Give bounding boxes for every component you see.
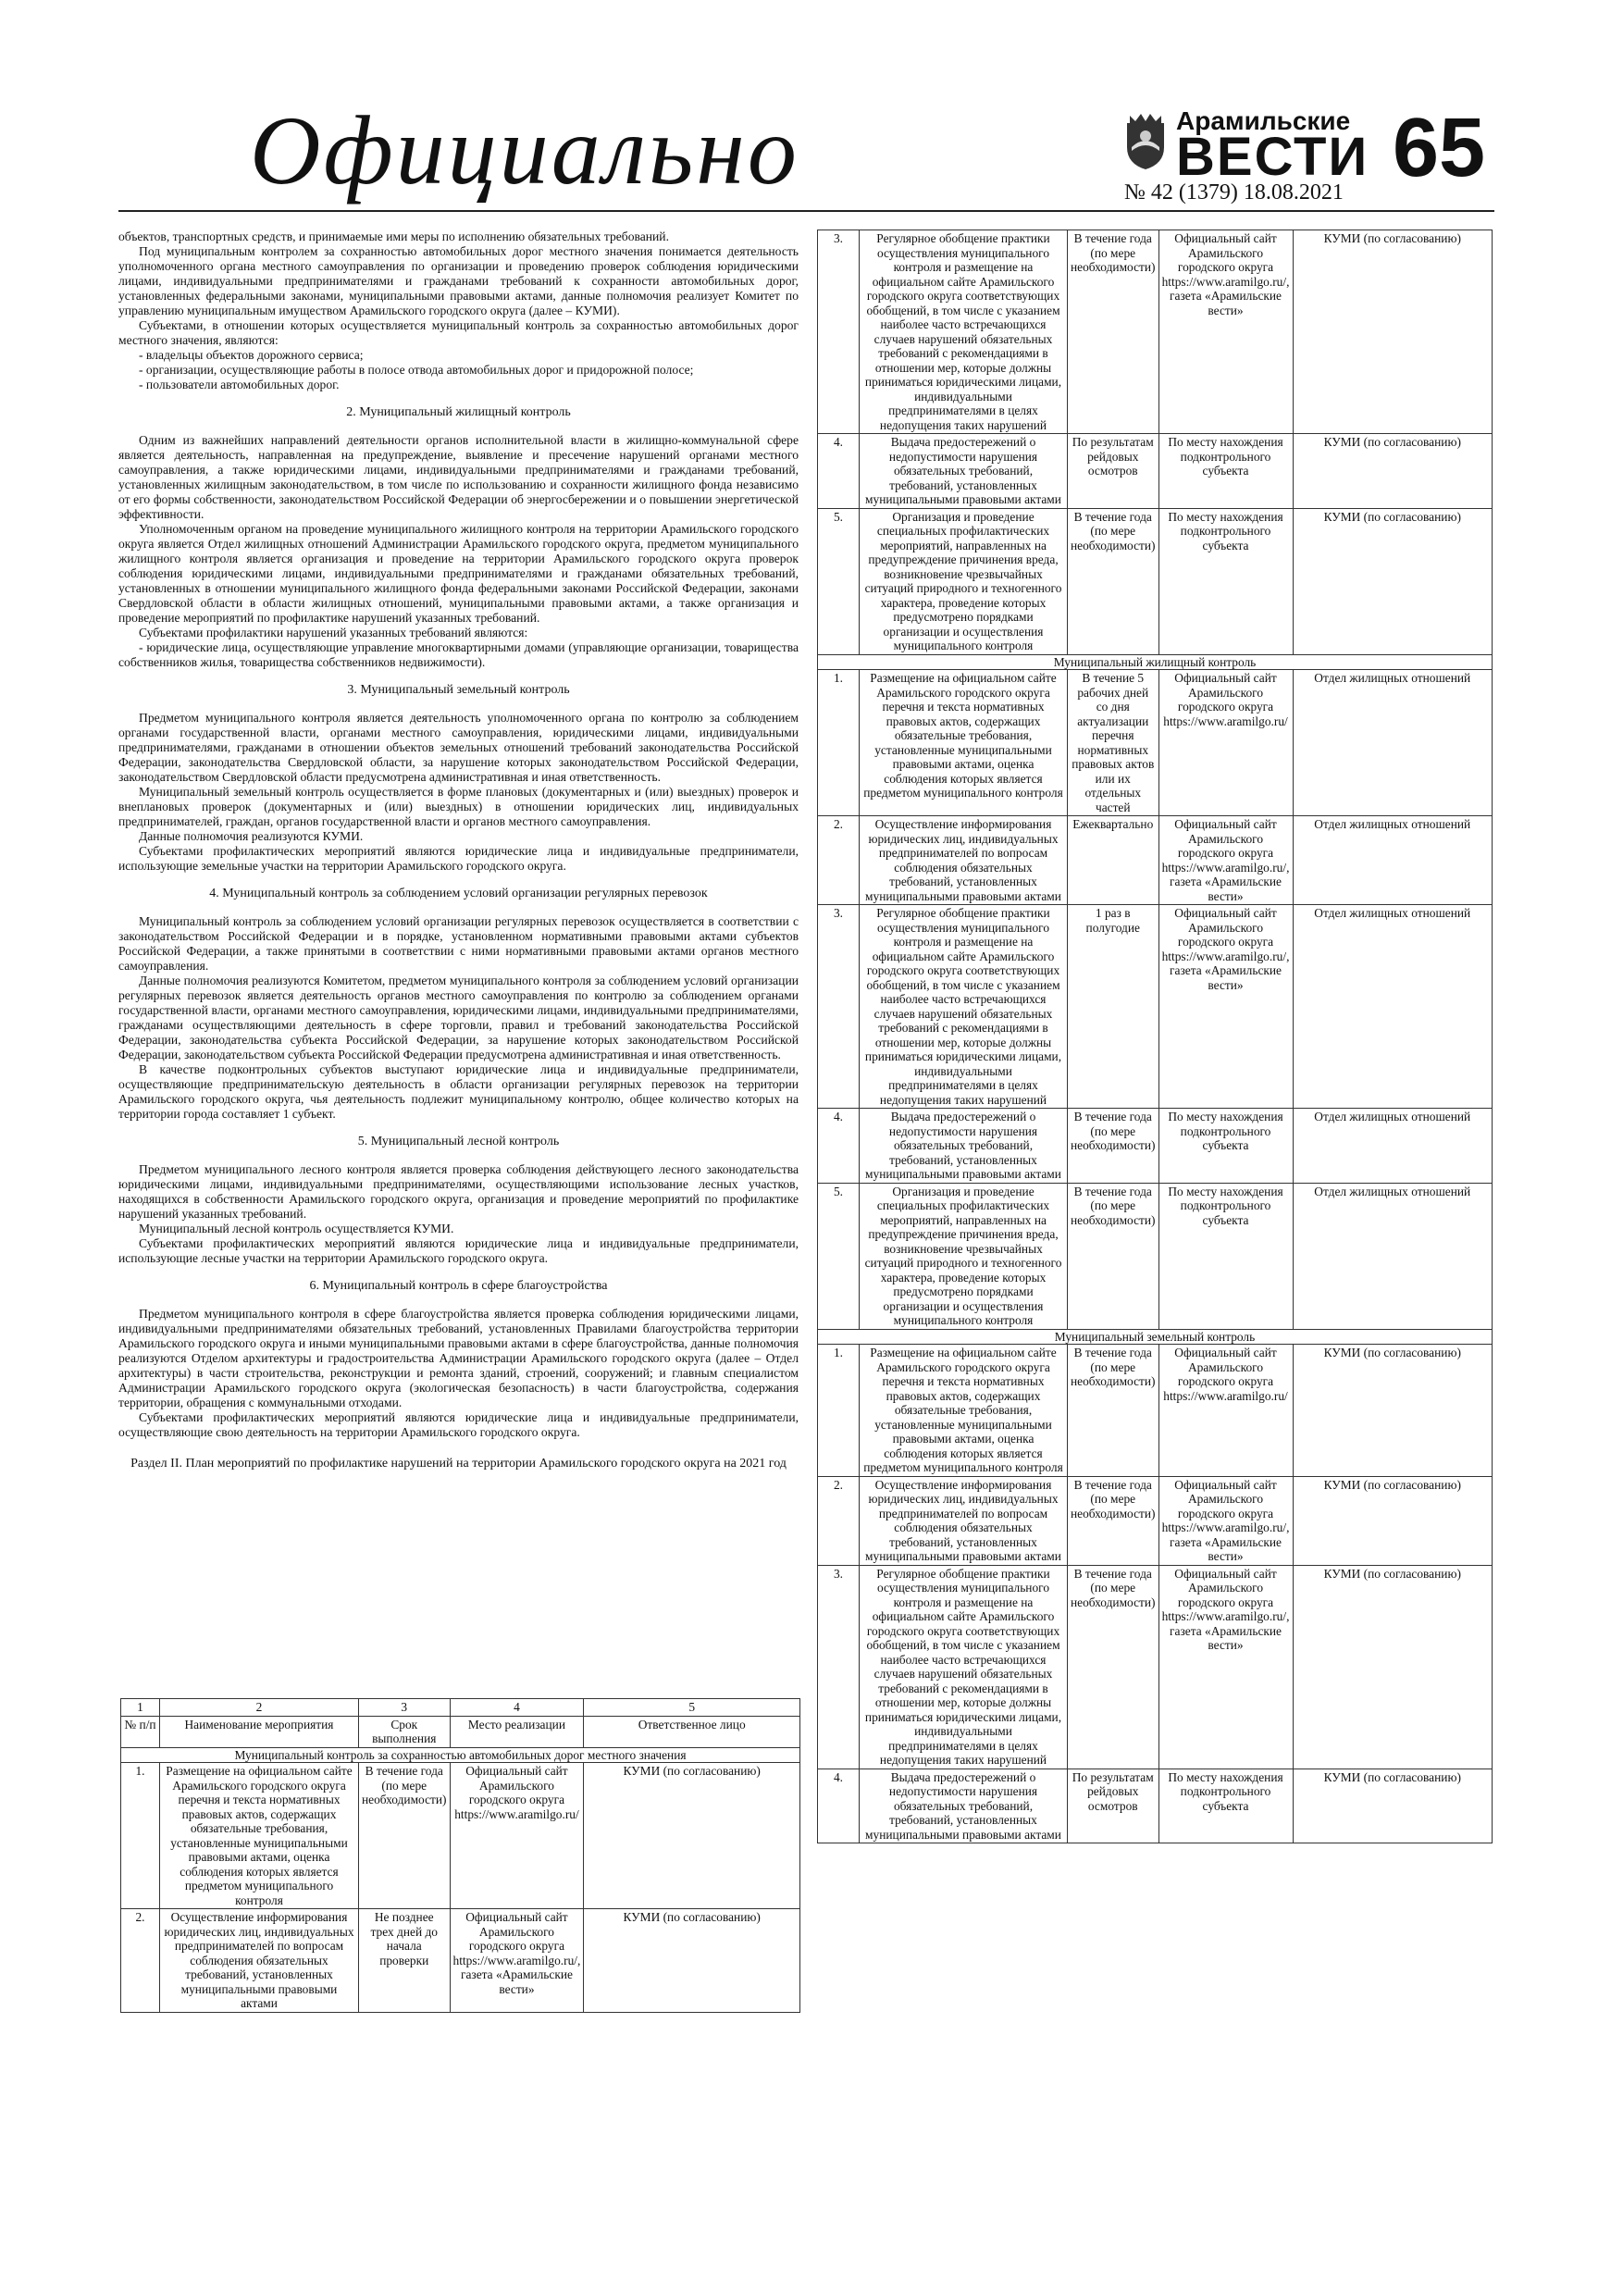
- activity-term: В течение года (по мере необходимости): [1068, 1565, 1159, 1769]
- section-title: Официально: [250, 96, 799, 205]
- paragraph: Субъектами профилактических мероприятий являются юридические лица и индивидуальные предприниматели, осуществляющие свою деятельность на территории Арамильского городского округа.: [118, 1410, 799, 1439]
- activity-term: В течение года (по мере необходимости): [359, 1763, 451, 1909]
- activity-name: Регулярное обобщение практики осуществления муниципального контроля и размещение на официальном сайте Арамильского городского округа соответствующих обобщений, в том числе с указанием наиболее часто встречающихся случаев нарушений обязательных требований с рекомендациями в отношении мер, которые должны приниматься юридическими лицами, индивидуальными предпринимателями в целях недопущения таких нарушений: [860, 230, 1068, 434]
- paragraph: Под муниципальным контролем за сохранностью автомобильных дорог местного значения понимается деятельность уполномоченного органа местного самоуправления по организации и проведению проверок соблюдения юридическими лицами, индивидуальными предпринимателями и гражданами требований к сохранности автомобильных дорог, установленных федеральными законами, муниципальными правовыми актами, данные полномочия реализует Комитет по управлению муниципальным имуществом Арамильского городского округа (далее – КУМИ).: [118, 244, 799, 317]
- activity-name: Размещение на официальном сайте Арамильского городского округа перечня и текста нормативных правовых актов, содержащих обязательные требования, установленные муниципальными правовыми актами, оценка соблюдения которых является предметом муниципального контроля: [860, 670, 1068, 816]
- issue-info: № 42 (1379) 18.08.2021: [1124, 180, 1344, 205]
- activity-place: По месту нахождения подконтрольного субъекта: [1158, 1769, 1293, 1843]
- activity-place: По месту нахождения подконтрольного субъекта: [1158, 1109, 1293, 1184]
- table-row: [818, 1345, 1493, 1477]
- activity-name: Выдача предостережений о недопустимости нарушения обязательных требований, требований, установленных муниципальными правовыми актами: [860, 1109, 1068, 1184]
- column-header: Наименование мероприятия: [160, 1716, 359, 1747]
- activity-place: Официальный сайт Арамильского городского округа https://www.aramilgo.ru/: [1158, 670, 1293, 816]
- paragraph: Субъектами профилактических мероприятий являются юридические лица и индивидуальные предприниматели, использующие лесные участки на территории Арамильского городского округа.: [118, 1236, 799, 1265]
- row-number: 4.: [818, 434, 860, 509]
- paragraph: Уполномоченным органом на проведение муниципального жилищного контроля на территории Арамильского городского округа является Отдел жилищных отношений Администрации Арамильского городского округа, предметом муниципального жилищного контроля является организация и проведение на территории Арамильского городского округа проверок соблюдения юридическими лицами, индивидуальными предпринимателями и гражданами обязательных требований, установленных в отношении муниципального жилищного фонда федеральными законами Российской Федерации, законами Свердловской области в области жилищных отношений, муниципальными правовыми актами, а также организация и проведение мероприятий по профилактике нарушений указанных требований.: [118, 522, 799, 625]
- activity-term: В течение года (по мере необходимости): [1068, 1183, 1159, 1329]
- activity-place: Официальный сайт Арамильского городского округа https://www.aramilgo.ru/, газета «Арамильские вести»: [1158, 905, 1293, 1109]
- activity-place: По месту нахождения подконтрольного субъекта: [1158, 434, 1293, 509]
- activity-term: В течение года (по мере необходимости): [1068, 1476, 1159, 1565]
- paragraph: объектов, транспортных средств, и принимаемые ими меры по исполнению обязательных требований.: [118, 230, 669, 243]
- column-header: Место реализации: [450, 1716, 584, 1747]
- row-number: 5.: [818, 508, 860, 654]
- coat-of-arms-icon: [1122, 110, 1169, 171]
- responsible-person: Отдел жилищных отношений: [1293, 1109, 1492, 1184]
- table-row: [818, 508, 1493, 654]
- paragraph: Муниципальный земельный контроль осуществляется в форме плановых (документарных и (или) выездных) проверок и внеплановых проверок (документарных и (или) выездных) в отношении юридических лиц, индивидуальных предпринимателей, граждан, органов государственной власти и органов местного самоуправления.: [118, 785, 799, 828]
- table-row: [121, 1909, 800, 2013]
- column-header: № п/п: [121, 1716, 160, 1747]
- table-row: [818, 434, 1493, 509]
- paragraph: Предметом муниципального контроля в сфере благоустройства является проверка соблюдения юридическими лицами, индивидуальными предпринимателями обязательных требований, установленных Правилами благоустройства территории Арамильского городского округа и иными муниципальными правовыми актами в сфере благоустройства, данные полномочия реализуются Отделом архитектуры и градостроительства Администрации Арамильского городского округа (далее – Отдел архитектуры) в части строительства, реконструкции и ремонта зданий, строений, сооружений; и главным специалистом Администрации Арамильского городского округа (экологическая безопасность) в части благоустройства, содержания территории, обращения с коммунальными отходами.: [118, 1307, 799, 1409]
- row-number: 5.: [818, 1183, 860, 1329]
- responsible-person: Отдел жилищных отношений: [1293, 670, 1492, 816]
- table-group-row: [818, 654, 1493, 670]
- table-row: [818, 230, 1493, 434]
- row-number: 2.: [818, 816, 860, 905]
- row-number: 1.: [818, 670, 860, 816]
- activity-name: Осуществление информирования юридических лиц, индивидуальных предпринимателей по вопросам соблюдения обязательных требований, установленных муниципальными правовыми актами: [860, 816, 1068, 905]
- row-number: 1.: [121, 1763, 160, 1909]
- activity-name: Осуществление информирования юридических лиц, индивидуальных предпринимателей по вопросам соблюдения обязательных требований, установленных муниципальными правовыми актами: [160, 1909, 359, 2013]
- paragraph: Муниципальный лесной контроль осуществляется КУМИ.: [139, 1222, 454, 1235]
- activity-term: В течение года (по мере необходимости): [1068, 508, 1159, 654]
- row-number: 3.: [818, 905, 860, 1109]
- column-number: 5: [584, 1699, 800, 1717]
- brand-name-big: ВЕСТИ: [1176, 127, 1369, 187]
- responsible-person: КУМИ (по согласованию): [1293, 1565, 1492, 1769]
- group-title: Муниципальный контроль за сохранностью автомобильных дорог местного значения: [121, 1747, 800, 1763]
- header-rule: [118, 210, 1494, 212]
- activity-place: Официальный сайт Арамильского городского округа https://www.aramilgo.ru/, газета «Арамильские вести»: [1158, 816, 1293, 905]
- activity-name: Размещение на официальном сайте Арамильского городского округа перечня и текста нормативных правовых актов, содержащих обязательные требования, установленные муниципальными правовыми актами, оценка соблюдения которых является предметом муниципального контроля: [860, 1345, 1068, 1477]
- table-row: [818, 1109, 1493, 1184]
- activity-name: Организация и проведение специальных профилактических мероприятий, направленных на предупреждение причинения вреда, возникновение чрезвычайных ситуаций природного и техногенного характера, проведение которых предусмотрено порядками организации и осуществления муниципального контроля: [860, 1183, 1068, 1329]
- responsible-person: КУМИ (по согласованию): [1293, 1476, 1492, 1565]
- table-group-row: [121, 1747, 800, 1763]
- activity-name: Выдача предостережений о недопустимости нарушения обязательных требований, требований, установленных муниципальными правовыми актами: [860, 434, 1068, 509]
- row-number: 2.: [121, 1909, 160, 2013]
- paragraph: - пользователи автомобильных дорог.: [139, 378, 340, 391]
- activity-term: Ежеквартально: [1068, 816, 1159, 905]
- activity-place: Официальный сайт Арамильского городского округа https://www.aramilgo.ru/: [450, 1763, 584, 1909]
- activity-name: Размещение на официальном сайте Арамильского городского округа перечня и текста нормативных правовых актов, содержащих обязательные требования, установленные муниципальными правовыми актами, оценка соблюдения которых является предметом муниципального контроля: [160, 1763, 359, 1909]
- responsible-person: КУМИ (по согласованию): [584, 1909, 800, 2013]
- table-row: [818, 905, 1493, 1109]
- paragraph: Муниципальный контроль за соблюдением условий организации регулярных перевозок осуществляется в соответствии с законодательством Российской Федерации и в порядке, установленном нормативными правовыми актами субъектов Российской Федерации, а также принятыми в соответствии с ними нормативными правовыми актами органов местного самоуправления.: [118, 914, 799, 973]
- activity-term: В течение года (по мере необходимости): [1068, 1109, 1159, 1184]
- table-group-row: [818, 1329, 1493, 1345]
- section-heading: 4. Муниципальный контроль за соблюдением условий организации регулярных перевозок: [209, 887, 708, 900]
- row-number: 4.: [818, 1769, 860, 1843]
- paragraph: - владельцы объектов дорожного сервиса;: [139, 348, 364, 362]
- responsible-person: КУМИ (по согласованию): [1293, 1345, 1492, 1477]
- paragraph: Предметом муниципального лесного контроля является проверка соблюдения действующего лесного законодательства юридическими лицами, индивидуальными предпринимателями, осуществляющими использование лесных участков, находящихся в собственности Арамильского городского округа, организация и проведение мероприятий по профилактике нарушений указанных требований.: [118, 1162, 799, 1221]
- activity-place: Официальный сайт Арамильского городского округа https://www.aramilgo.ru/, газета «Арамильские вести»: [1158, 1476, 1293, 1565]
- plan-title: Раздел II. План мероприятий по профилактике нарушений на территории Арамильского городского округа на 2021 год: [130, 1457, 787, 1471]
- row-number: 3.: [818, 1565, 860, 1769]
- paragraph: В качестве подконтрольных субъектов выступают юридические лица и индивидуальные предприниматели, осуществляющие предпринимательскую деятельность в области организации регулярных перевозок на территории Арамильского городского округа, чья деятельность подлежит муниципальному контролю, общее количество которых на территории города составляет 1 субъект.: [118, 1062, 799, 1121]
- activity-name: Осуществление информирования юридических лиц, индивидуальных предпринимателей по вопросам соблюдения обязательных требований, установленных муниципальными правовыми актами: [860, 1476, 1068, 1565]
- section-heading: 2. Муниципальный жилищный контроль: [346, 405, 571, 419]
- responsible-person: Отдел жилищных отношений: [1293, 816, 1492, 905]
- activity-term: В течение года (по мере необходимости): [1068, 230, 1159, 434]
- responsible-person: КУМИ (по согласованию): [584, 1763, 800, 1909]
- activity-name: Регулярное обобщение практики осуществления муниципального контроля и размещение на официальном сайте Арамильского городского округа соответствующих обобщений, в том числе с указанием наиболее часто встречающихся случаев нарушений обязательных требований с рекомендациями в отношении мер, которые должны приниматься юридическими лицами, индивидуальными предпринимателями в целях недопущения таких нарушений: [860, 1565, 1068, 1769]
- column-header: Ответственное лицо: [584, 1716, 800, 1747]
- activity-term: В течение года (по мере необходимости): [1068, 1345, 1159, 1477]
- table-row: [818, 1183, 1493, 1329]
- table-row: [818, 670, 1493, 816]
- paragraph: Субъектами, в отношении которых осуществляется муниципальный контроль за сохранностью автомобильных дорог местного значения, являются:: [118, 318, 799, 347]
- plan-table-part2: [817, 230, 1493, 1843]
- row-number: 3.: [818, 230, 860, 434]
- activity-place: Официальный сайт Арамильского городского округа https://www.aramilgo.ru/, газета «Арамильские вести»: [1158, 1565, 1293, 1769]
- table-row: [818, 816, 1493, 905]
- responsible-person: Отдел жилищных отношений: [1293, 1183, 1492, 1329]
- paragraph: Субъектами профилактических мероприятий являются юридические лица и индивидуальные предприниматели, использующие земельные участки на территории Арамильского городского округа.: [118, 844, 799, 873]
- group-title: Муниципальный земельный контроль: [818, 1329, 1493, 1345]
- page-number: 65: [1393, 102, 1486, 194]
- section-heading: 5. Муниципальный лесной контроль: [357, 1135, 560, 1148]
- activity-place: Официальный сайт Арамильского городского округа https://www.aramilgo.ru/, газета «Арамильские вести»: [450, 1909, 584, 2013]
- newspaper-logo: [1122, 106, 1369, 187]
- table-row: [818, 1476, 1493, 1565]
- section-heading: 6. Муниципальный контроль в сфере благоустройства: [309, 1279, 608, 1293]
- column-number: 1: [121, 1699, 160, 1717]
- row-number: 4.: [818, 1109, 860, 1184]
- column-header: Срок выполнения: [359, 1716, 451, 1747]
- table-row: [818, 1565, 1493, 1769]
- paragraph: Одним из важнейших направлений деятельности органов исполнительной власти в жилищно-коммунальной сфере является деятельность, направленная на предупреждение, выявление и пресечение нарушений органами местного самоуправления, а также юридическими лицами, индивидуальными предпринимателями и гражданами требований, установленных жилищным законодательством, в том числе по использованию и сохранности жилищного фонда независимо от его формы собственности, законодательством Российской Федерации об энергосбережении и о повышении энергетической эффективности.: [118, 433, 799, 521]
- activity-term: 1 раз в полугодие: [1068, 905, 1159, 1109]
- table-row: [818, 1769, 1493, 1843]
- activity-name: Организация и проведение специальных профилактических мероприятий, направленных на предупреждение причинения вреда, возникновение чрезвычайных ситуаций природного и техногенного характера, проведение которых предусмотрено порядками организации и осуществления муниципального контроля: [860, 508, 1068, 654]
- activity-name: Регулярное обобщение практики осуществления муниципального контроля и размещение на официальном сайте Арамильского городского округа соответствующих обобщений, в том числе с указанием наиболее часто встречающихся случаев нарушений обязательных требований с рекомендациями в отношении мер, которые должны приниматься юридическими лицами, индивидуальными предпринимателями в целях недопущения таких нарушений: [860, 905, 1068, 1109]
- row-number: 1.: [818, 1345, 860, 1477]
- plan-table-part1: [120, 1698, 800, 2013]
- section-heading: 3. Муниципальный земельный контроль: [347, 683, 570, 697]
- responsible-person: КУМИ (по согласованию): [1293, 1769, 1492, 1843]
- group-title: Муниципальный жилищный контроль: [818, 654, 1493, 670]
- responsible-person: КУМИ (по согласованию): [1293, 230, 1492, 434]
- row-number: 2.: [818, 1476, 860, 1565]
- paragraph: - юридические лица, осуществляющие управление многоквартирными домами (управляющие организации, товарищества собственников жилья, товарищества собственников недвижимости).: [118, 640, 799, 669]
- activity-place: Официальный сайт Арамильского городского округа https://www.aramilgo.ru/: [1158, 1345, 1293, 1477]
- activity-place: Официальный сайт Арамильского городского округа https://www.aramilgo.ru/, газета «Арамильские вести»: [1158, 230, 1293, 434]
- activity-name: Выдача предостережений о недопустимости нарушения обязательных требований, требований, установленных муниципальными правовыми актами: [860, 1769, 1068, 1843]
- column-number: 4: [450, 1699, 584, 1717]
- responsible-person: КУМИ (по согласованию): [1293, 508, 1492, 654]
- brand-name-small: Арамильские: [1176, 106, 1351, 135]
- table-header-row: [121, 1716, 800, 1747]
- paragraph: Данные полномочия реализуются Комитетом, предметом муниципального контроля за соблюдением условий организации регулярных перевозок является деятельность органов местного самоуправления по контролю за соблюдением органами государственной власти, органами местного самоуправления, юридическими лицами, индивидуальными предпринимателями, гражданами осуществляющими деятельность в сфере торговли, правил и требований законодательства Российской Федерации, законодательства субъекта Российской Федерации, за нарушение которых законодательством Российской Федерации, законодательством субъекта Российской Федерации предусмотрена административная и иная ответственность.: [118, 974, 799, 1061]
- responsible-person: Отдел жилищных отношений: [1293, 905, 1492, 1109]
- left-column-text: [118, 230, 799, 1490]
- paragraph: Предметом муниципального контроля является деятельность уполномоченного органа по контролю за соблюдением органами государственной власти, органами местного самоуправления, юридическими лицами, индивидуальными предпринимателями, гражданами в отношении объектов земельных отношений требований законодательства Российской Федерации, законодательства Свердловской области, за нарушение которых законодательством Российской Федерации, законодательством Свердловской области предусмотрена административная и иная ответственность.: [118, 711, 799, 784]
- paragraph: Субъектами профилактики нарушений указанных требований являются:: [139, 626, 528, 639]
- activity-place: По месту нахождения подконтрольного субъекта: [1158, 508, 1293, 654]
- responsible-person: КУМИ (по согласованию): [1293, 434, 1492, 509]
- activity-term: По результатам рейдовых осмотров: [1068, 434, 1159, 509]
- paragraph: Данные полномочия реализуются КУМИ.: [139, 829, 364, 843]
- table-row: [121, 1763, 800, 1909]
- column-number: 2: [160, 1699, 359, 1717]
- paragraph: - организации, осуществляющие работы в полосе отвода автомобильных дорог и придорожной полосе;: [139, 363, 694, 377]
- activity-term: По результатам рейдовых осмотров: [1068, 1769, 1159, 1843]
- activity-term: В течение 5 рабочих дней со дня актуализации перечня нормативных правовых актов или их отдельных частей: [1068, 670, 1159, 816]
- column-number: 3: [359, 1699, 451, 1717]
- activity-term: Не позднее трех дней до начала проверки: [359, 1909, 451, 2013]
- column-number-row: [121, 1699, 800, 1717]
- activity-place: По месту нахождения подконтрольного субъекта: [1158, 1183, 1293, 1329]
